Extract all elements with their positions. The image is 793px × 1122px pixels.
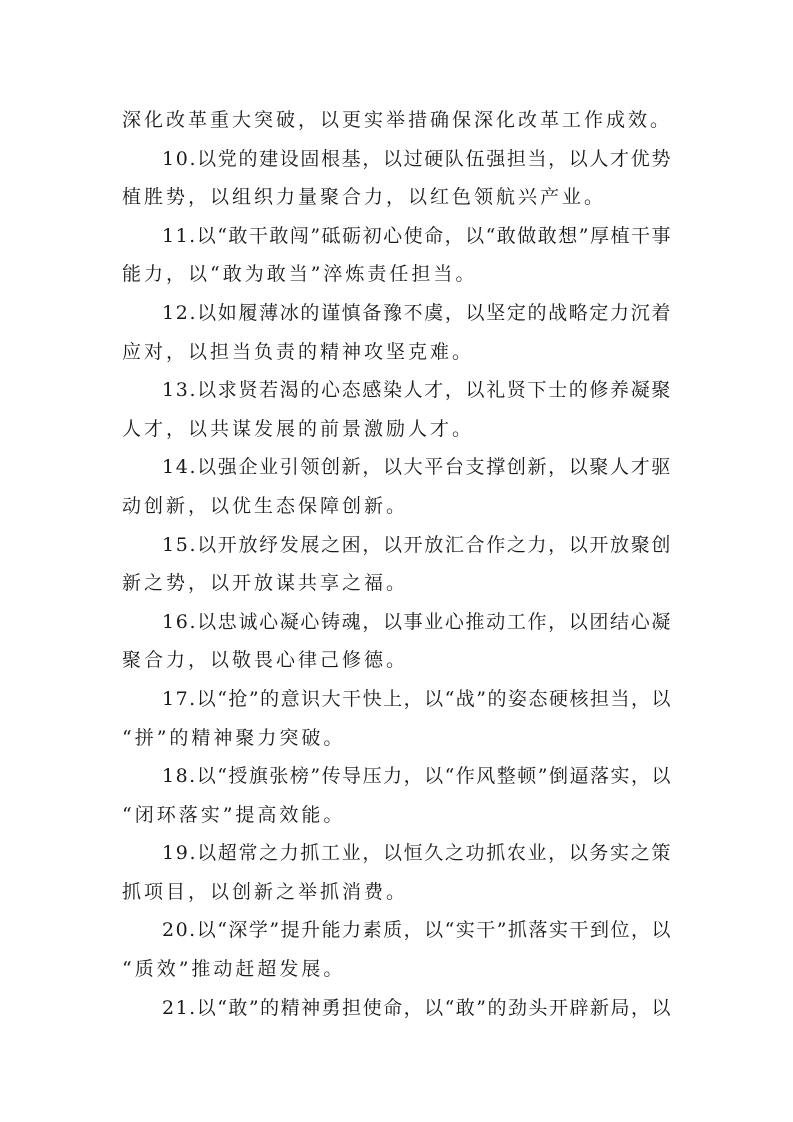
item-13-line-1: 13.以求贤若渴的心态感染人才，以礼贤下士的修养凝聚 [162, 379, 672, 402]
item-12-line-1: 12.以如履薄冰的谨慎备豫不虞，以坚定的战略定力沉着 [162, 301, 672, 324]
item-15-line-2: 新之势，以开放谋共享之福。 [122, 572, 409, 595]
item-18-line-2: “闭环落实”提高效能。 [122, 803, 346, 826]
item-16-line-1: 16.以忠诚心凝心铸魂，以事业心推动工作，以团结心凝 [162, 610, 672, 633]
text-line: 深化改革重大突破，以更实举措确保深化改革工作成效。 [122, 109, 672, 131]
item-12-line-2: 应对，以担当负责的精神攻坚克难。 [122, 340, 475, 363]
item-17-line-2: “拼”的精神聚力突破。 [122, 726, 346, 749]
item-10-line-1: 10.以党的建设固根基，以过硬队伍强担当，以人才优势 [162, 147, 672, 170]
item-14-line-2: 动创新，以优生态保障创新。 [122, 494, 409, 517]
item-19-line-2: 抓项目，以创新之举抓消费。 [122, 880, 409, 903]
item-11-line-2: 能力，以“敢为敢当”淬炼责任担当。 [122, 263, 478, 286]
item-21-line-1: 21.以“敢”的精神勇担使命，以“敢”的劲头开辟新局，以 [162, 996, 672, 1019]
item-16-line-2: 聚合力，以敬畏心律己修德。 [122, 649, 409, 672]
item-11-line-1: 11.以“敢干敢闯”砥砺初心使命，以“敢做敢想”厚植干事 [162, 224, 672, 247]
item-10-line-2: 植胜势，以组织力量聚合力，以红色领航兴产业。 [122, 186, 607, 209]
item-13-line-2: 人才，以共谋发展的前景激励人才。 [122, 417, 475, 440]
item-17-line-1: 17.以“抢”的意识大干快上，以“战”的姿态硬核担当，以 [162, 687, 672, 710]
document-body [122, 101, 672, 1027]
item-14-line-1: 14.以强企业引领创新，以大平台支撑创新，以聚人才驱 [162, 456, 672, 479]
item-18-line-1: 18.以“授旗张榜”传导压力，以“作风整顿”倒逼落实，以 [162, 765, 672, 788]
item-19-line-1: 19.以超常之力抓工业，以恒久之功抓农业，以务实之策 [162, 842, 672, 865]
item-15-line-1: 15.以开放纾发展之困，以开放汇合作之力，以开放聚创 [162, 533, 672, 556]
item-20-line-2: “质效”推动赶超发展。 [122, 958, 346, 981]
item-20-line-1: 20.以“深学”提升能力素质，以“实干”抓落实干到位，以 [162, 919, 672, 942]
